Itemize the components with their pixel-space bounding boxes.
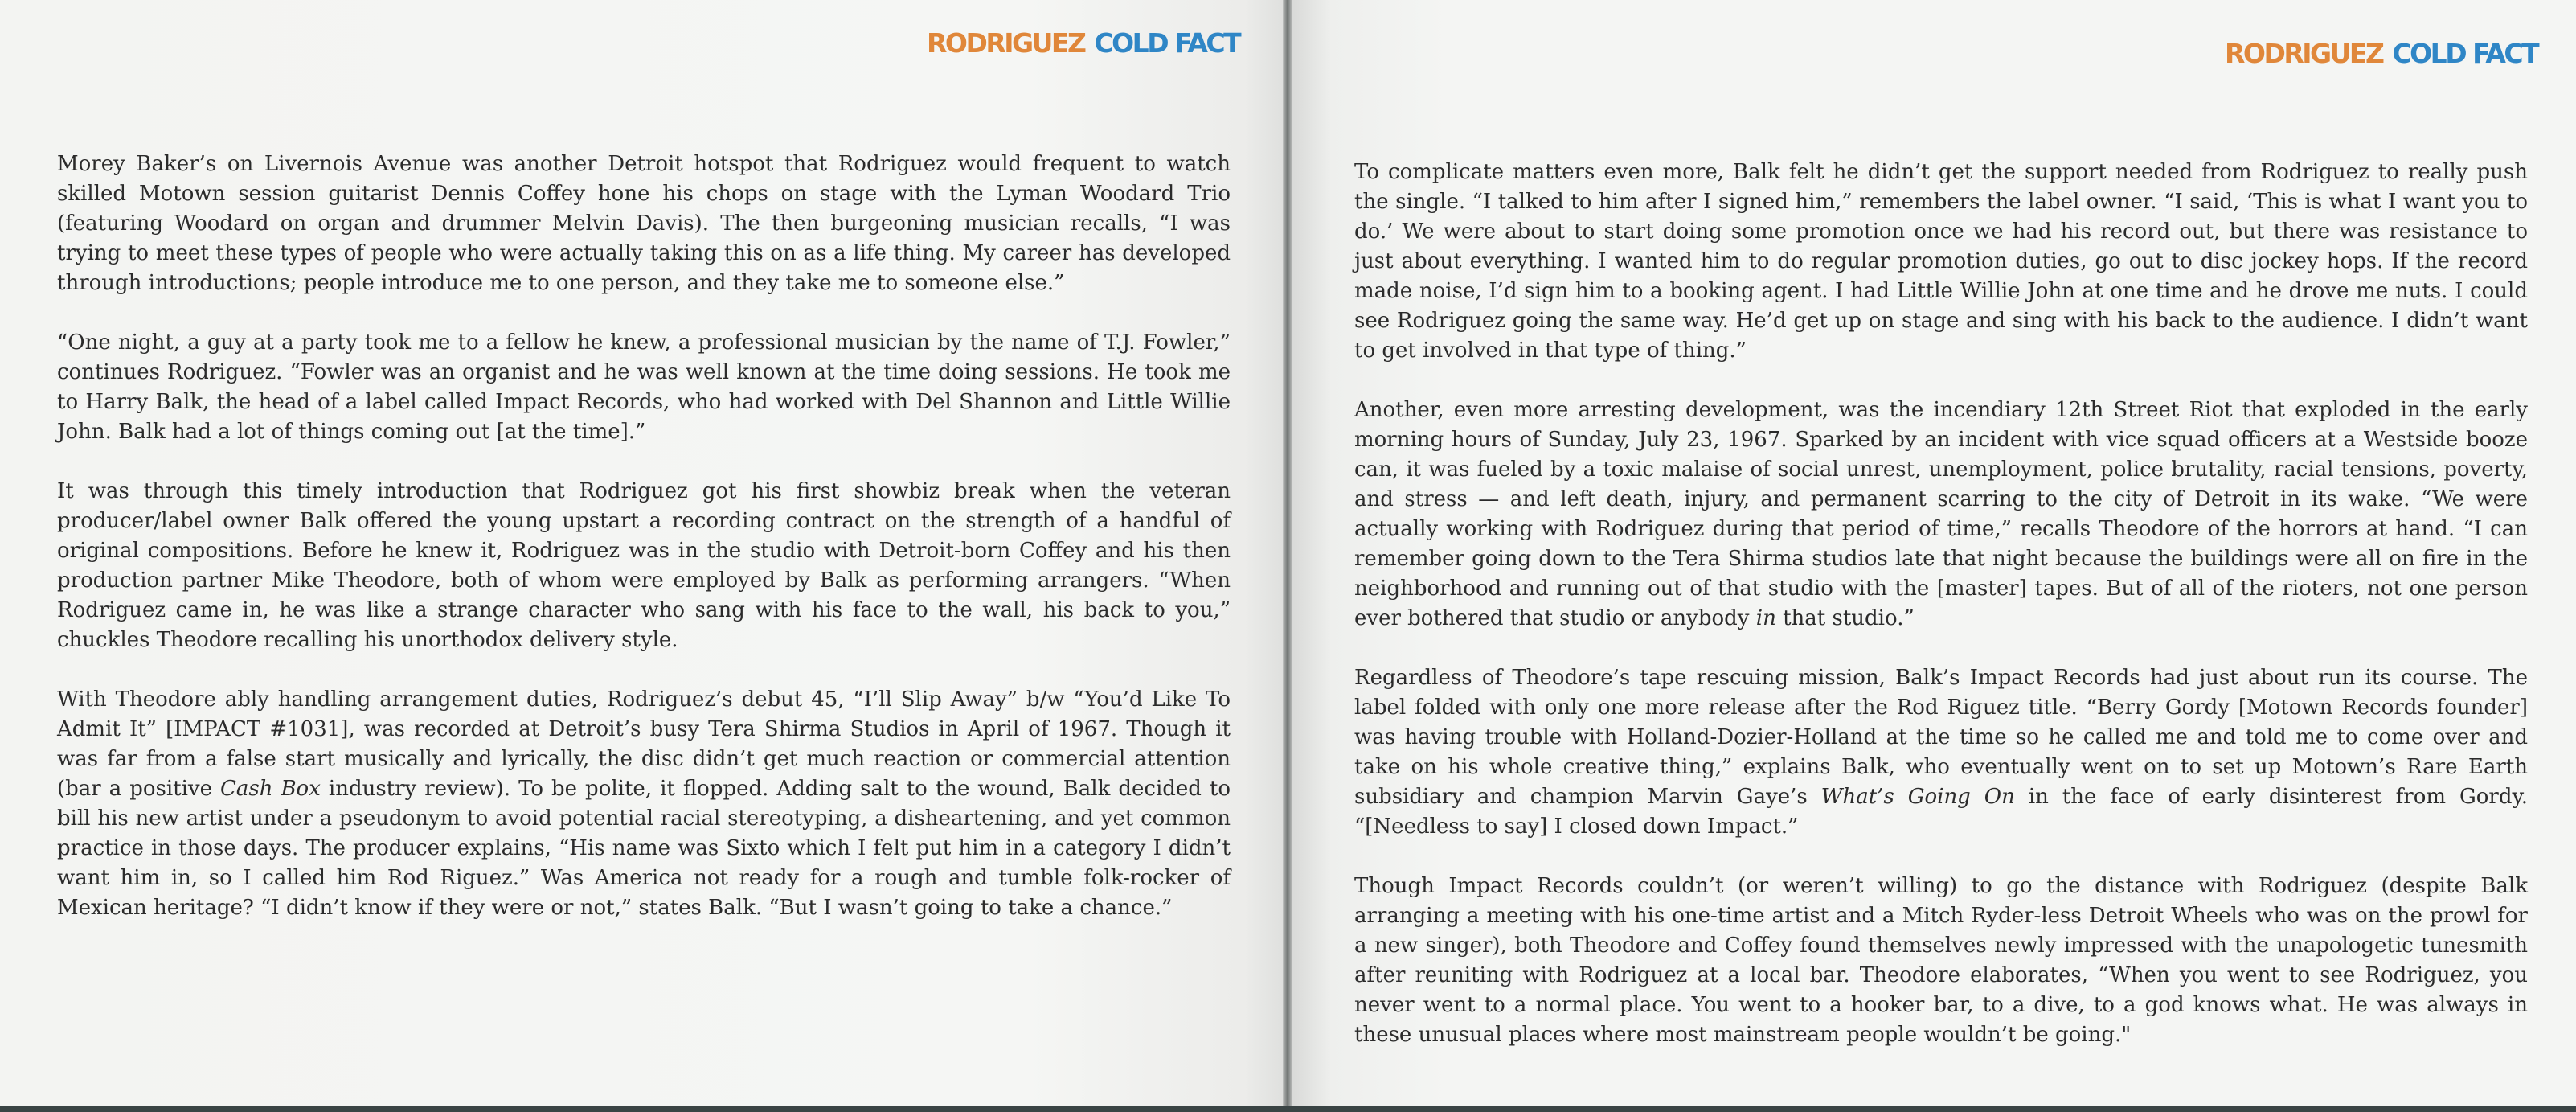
left-page	[0, 0, 1283, 1112]
paragraph	[1354, 663, 2528, 842]
paragraph: Morey Baker’s on Livernois Avenue was another Detroit hotspot that Rodriguez would frequent to watch skilled Motown session guitarist Dennis Coffey hone his chops on stage with the Lyman Woodard Trio (featuring Woodard on organ and drummer Melvin Davis). The then burgeoning musician recalls, “I was trying to meet these types of people who were actually taking this on as a life thing. My career has developed through introductions; people introduce me to one person, and they take me to someone else.”	[57, 152, 1231, 295]
right-body-text	[1354, 158, 2528, 1080]
italic-title: Cash Box	[219, 777, 321, 801]
header-artist: RODRIGUEZ	[2225, 38, 2383, 69]
text-run: Another, even more arresting development, was the incendiary 12th Street Riot that exploded in the early morning hours of Sunday, July 23, 1967. Sparked by an incident with vice squad officers at a Westside booze can, it was fueled by a toxic malaise of social unrest, unemployment, police brutality, racial tensions, poverty, and stress — and left death, injury, and permanent scarring to the city of Detroit in its wake. “We were actually working with Rodriguez during that period of time,” recalls Theodore of the horrors at hand. “I can remember going down to the Tera Shirma studios late that night because the buildings were all on fire in the neighborhood and running out of that studio with the [master] tapes. But of all of the rioters, not one person ever bothered that studio or anybody	[1354, 398, 2528, 630]
text-run: in the face of early disinterest from Gordy. “[Needless to say] I closed down Impact.”	[1354, 785, 2528, 839]
left-body-text	[57, 150, 1231, 953]
paragraph	[57, 685, 1231, 923]
header-album: COLD FACT	[1094, 27, 1240, 59]
page-header	[927, 27, 1240, 59]
header-artist: RODRIGUEZ	[927, 27, 1085, 59]
paragraph: Though Impact Records couldn’t (or weren’t willing) to go the distance with Rodriguez (despite Balk arranging a meeting with his one-time artist and a Mitch Ryder-less Detroit Wheels who was on the prowl for a new singer), both Theodore and Coffey found themselves newly impressed with the unapologetic tunesmith after reuniting with Rodriguez at a local bar. Theodore elaborates, “When you went to see Rodriguez, you never went to a normal place. You went to a hooker bar, to a dive, to a god knows what. He was always in these unusual places where most mainstream people wouldn’t be going."	[1354, 874, 2528, 1047]
paragraph: “One night, a guy at a party took me to a fellow he knew, a professional musician by the name of T.J. Fowler,” continues Rodriguez. “Fowler was an organist and he was well known at the time doing sessions. He took me to Harry Balk, the head of a label called Impact Records, who had worked with Del Shannon and Little Willie John. Balk had a lot of things coming out [at the time].”	[57, 330, 1231, 444]
text-run: With Theodore ably handling arrangement duties, Rodriguez’s debut 45, “I’ll Slip Away” b/w “You’d Like To Admit It” [IMPACT #1031], was recorded at Detroit’s busy Tera Shirma Studios in April of 1967. Though it was far from a false start musically and lyrically, the disc didn’t get much reaction or commercial attention (bar a positive	[57, 687, 1231, 801]
page-header	[2225, 40, 2537, 67]
paragraph: It was through this timely introduction that Rodriguez got his first showbiz break when the veteran producer/label owner Balk offered the young upstart a recording contract on the strength of a handful of original compositions. Before he knew it, Rodriguez was in the studio with Detroit-born Coffey and his then production partner Mike Theodore, both of whom were employed by Balk as performing arrangers. “When Rodriguez came in, he was like a strange character who sang with his face to the wall, his back to you,” chuckles Theodore recalling his unorthodox delivery style.	[57, 479, 1231, 652]
italic-title: What’s Going On	[1820, 785, 2015, 809]
paragraph	[1354, 396, 2528, 634]
italic-word: in	[1755, 606, 1776, 630]
header-album: COLD FACT	[2392, 38, 2538, 69]
right-page	[1292, 0, 2576, 1112]
scan-bottom-edge	[0, 1106, 2576, 1112]
text-run: industry review). To be polite, it flopped. Adding salt to the wound, Balk decided to bill his new artist under a pseudonym to avoid potential racial stereotyping, a disheartening, and yet common practice in those days. The producer explains, “His name was Sixto which I felt put him in a category I didn’t want him in, so I called him Rod Riguez.” Was America not ready for a rough and tumble folk-rocker of Mexican heritage? “I didn’t know if they were or not,” states Balk. “But I wasn’t going to take a chance.”	[57, 777, 1231, 920]
text-run: Regardless of Theodore’s tape rescuing mission, Balk’s Impact Records had just about run its course. The label folded with only one more release after the Rod Riguez title. “Berry Gordy [Motown Records founder] was having trouble with Holland-Dozier-Holland at the time so he called me and told me to come over and take on his whole creative thing,” explains Balk, who eventually went on to set up Motown’s Rare Earth subsidiary and champion Marvin Gaye’s	[1354, 666, 2528, 809]
book-gutter	[1283, 0, 1292, 1112]
paragraph: To complicate matters even more, Balk felt he didn’t get the support needed from Rodriguez to really push the single. “I talked to him after I signed him,” remembers the label owner. “I said, ‘This is what I want you to do.’ We were about to start doing some promotion once we had his record out, but there was resistance to just about everything. I wanted him to do regular promotion duties, go out to disc jockey hops. If the record made noise, I’d sign him to a booking agent. I had Little Willie John at one time and he drove me nuts. I could see Rodriguez going the same way. He’d get up on stage and sing with his back to the audience. I didn’t want to get involved in that type of thing.”	[1354, 160, 2528, 363]
text-run: that studio.”	[1775, 606, 1915, 630]
